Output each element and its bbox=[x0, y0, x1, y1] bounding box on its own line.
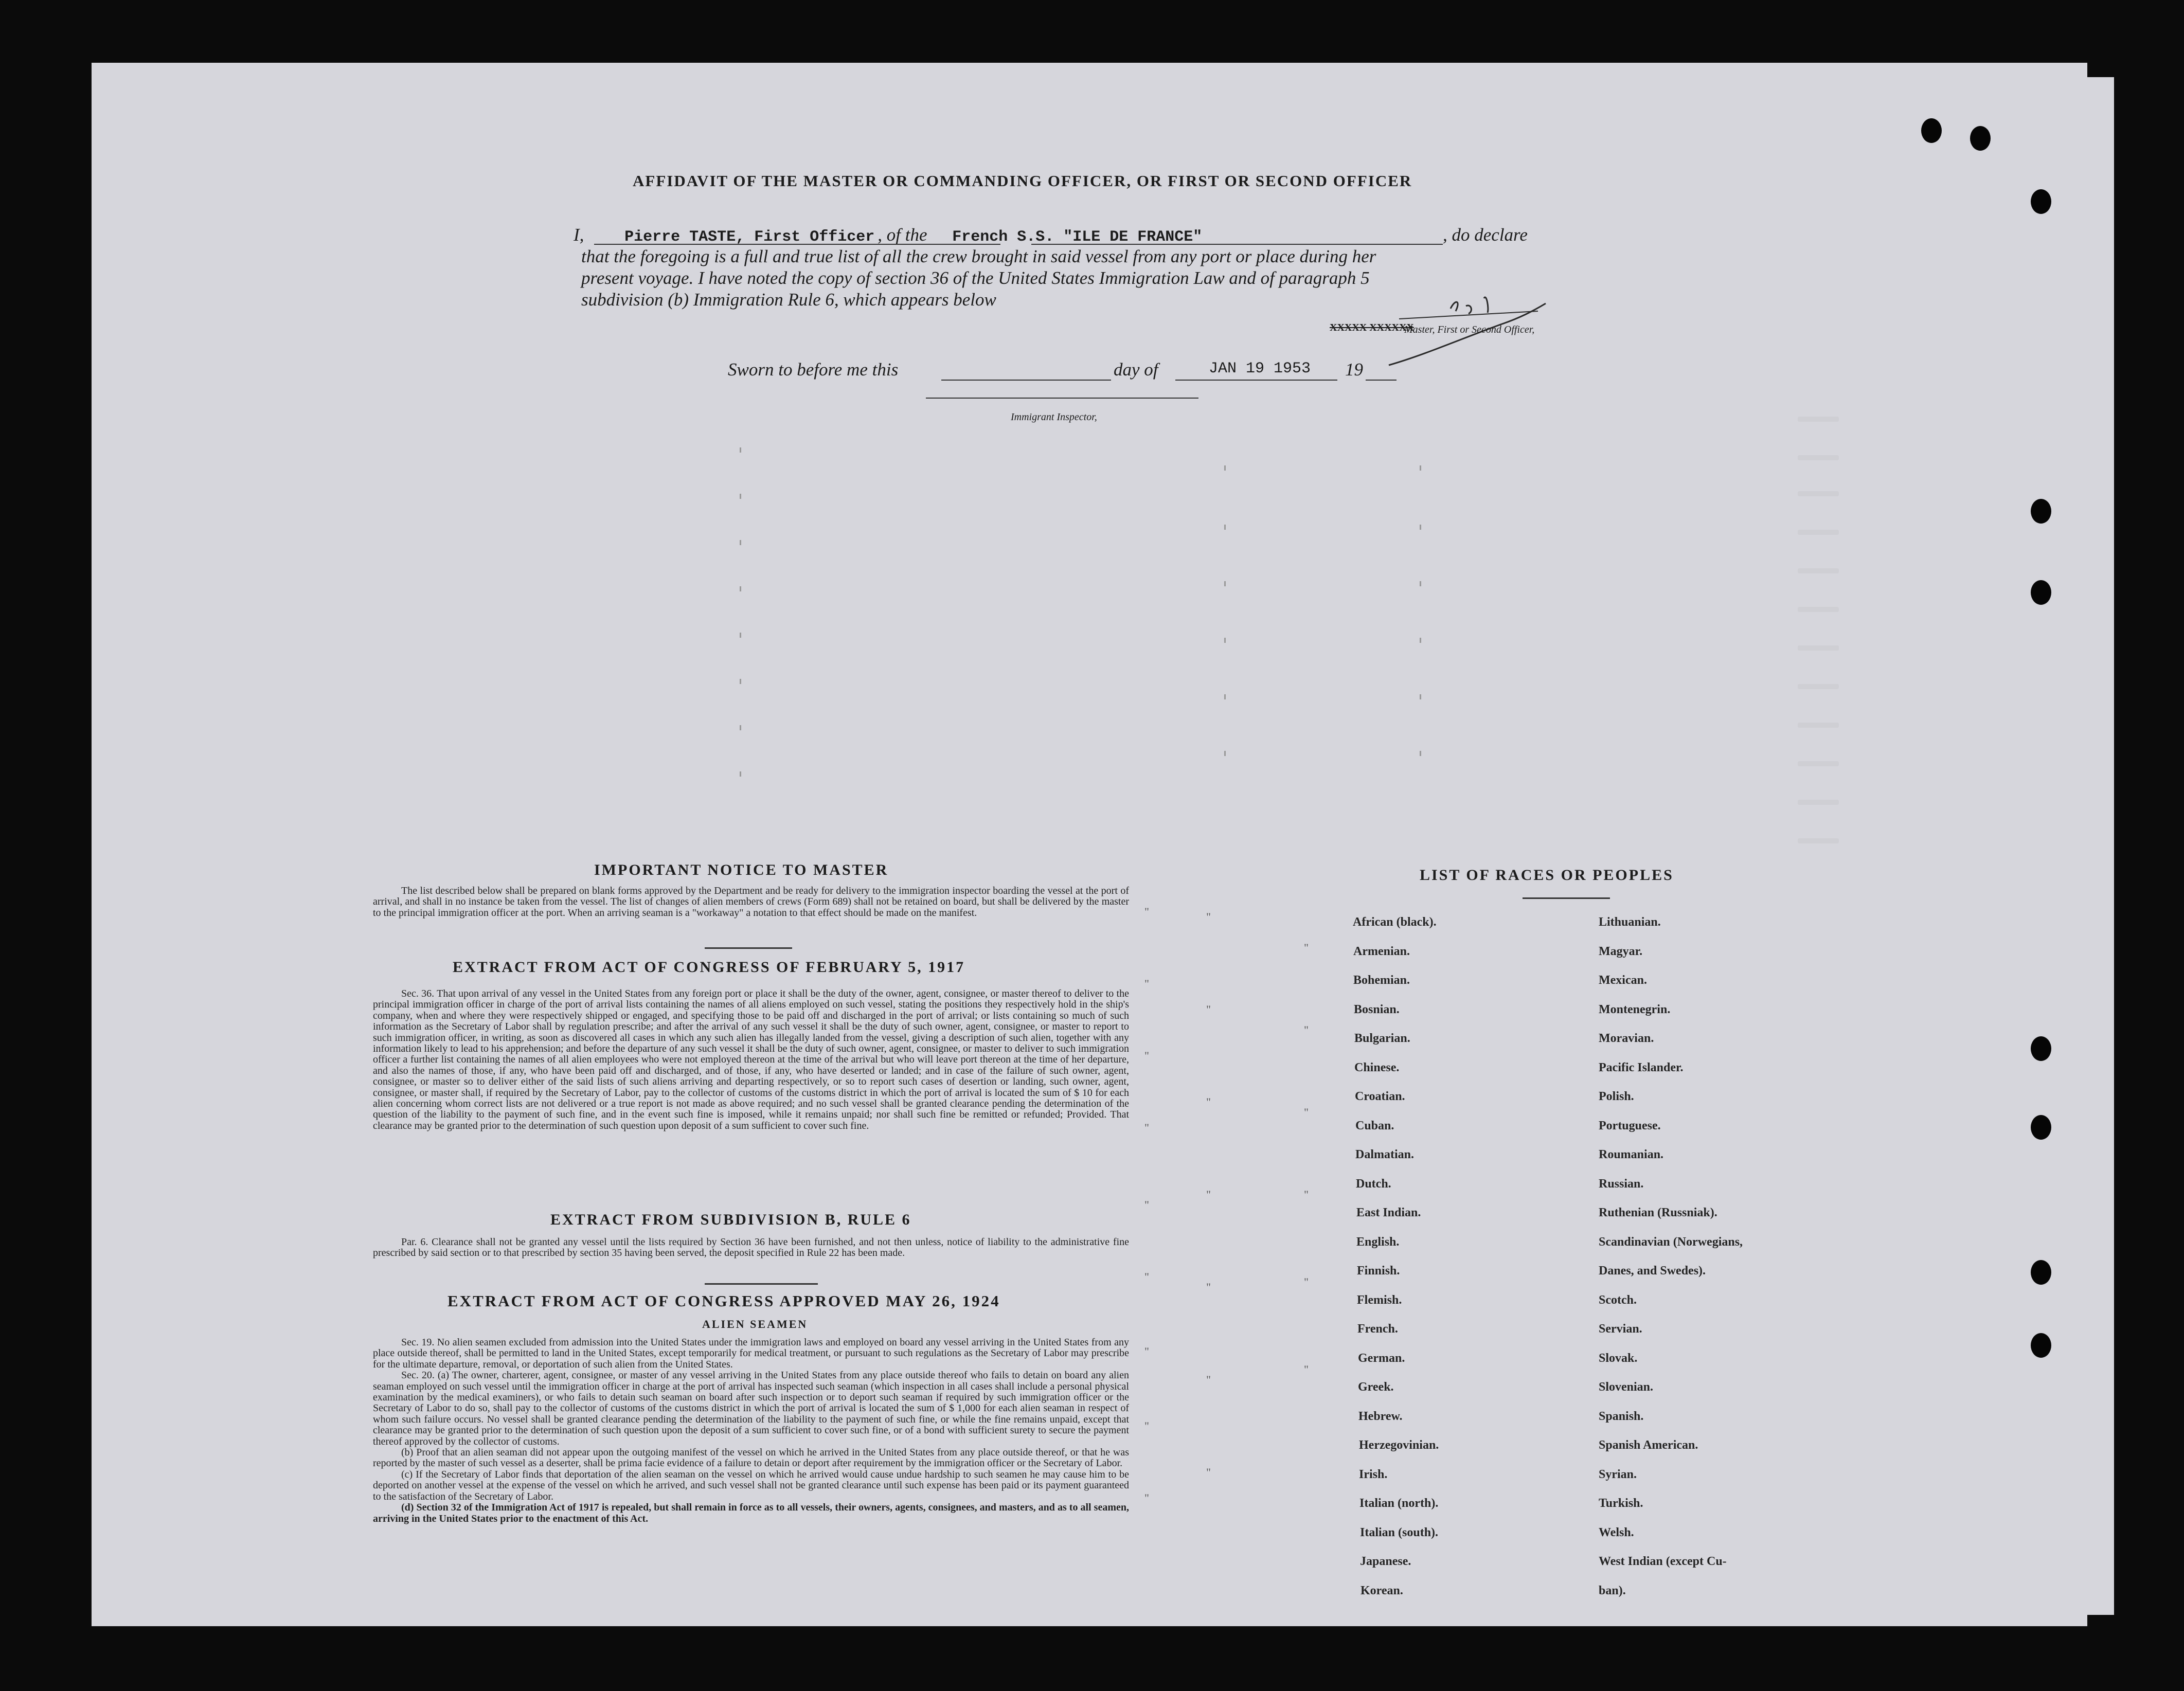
punch-hole bbox=[2031, 1036, 2051, 1061]
sec-36-paragraph: Sec. 36. That upon arrival of any vessel in the United States from any foreign port or place it shall be the duty of the owner, agent, consignee, or master thereof to deliver to the principal immigration officer in charge of the port of arrival lists containing the names of all aliens employed on such vessel, stating the positions they respectively hold in the ship's company, when and where they were respectively shipped or engaged, and specifying those to be paid off and discharged in the port of arrival; or lists containing so much of such information as the Secretary of Labor shall by regulation prescribe; and after the arrival of any such vessel it shall be the duty of such owner, agent, consignee, or master to report to such immigration officer, in writing, as soon as discovered all cases in which any such alien has illegally landed from the vessel, giving a description of such alien, together with any information likely to lead to his apprehension; and before the departure of any such vessel it shall be the duty of such owner, agent, consignee, or master to deliver to such immigration officer a further list containing the names of all alien employees who were not employed thereon at the time of the arrival but who will leave port thereon at the time of her departure, and also the names of those, if any, who have been paid off and discharged, and of those, if any, who have deserted or landed; and in case of the failure of such owner, agent, consignee, or master so to deliver either of the said lists of such aliens arriving and departing respectively, or so to report such cases of desertion or landing, such owner, agent, consignee, or master shall, if required by the Secretary of Labor, pay to the collector of customs of the customs district in which the port of arrival is located the sum of $ 10 for each alien concerning whom correct lists are not delivered or a true report is not made as above required; and no such vessel shall be granted clearance pending the determination of the question of the liability to the payment of such fine, and in the event such fine is imposed, while it remains unpaid; nor shall such fine be remitted or refunded; Provided. That clearance may be granted prior to the determination of such question upon deposit of a sum sufficient to cover such fine. bbox=[373, 988, 1129, 1131]
column-mark bbox=[740, 494, 741, 499]
punch-hole bbox=[1921, 118, 1942, 143]
affidavit-line4: subdivision (b) Immigration Rule 6, which appears below bbox=[581, 290, 996, 310]
race-item: Welsh. bbox=[1599, 1526, 1634, 1539]
ditto-mark: " bbox=[1206, 910, 1211, 923]
race-item: Croatian. bbox=[1355, 1090, 1405, 1103]
affidavit-do-declare: , do declare bbox=[1443, 225, 1528, 245]
punch-hole bbox=[2031, 499, 2051, 524]
column-mark bbox=[1224, 694, 1226, 699]
affidavit-i: I, bbox=[574, 225, 584, 245]
races-title: LIST OF RACES OR PEOPLES bbox=[1420, 867, 1674, 884]
race-item: East Indian. bbox=[1356, 1206, 1421, 1219]
race-item: Herzegovinian. bbox=[1359, 1438, 1439, 1452]
act-1917-title: EXTRACT FROM ACT OF CONGRESS OF FEBRUARY 5, 1917 bbox=[453, 959, 965, 976]
column-mark bbox=[740, 771, 741, 777]
race-item: Polish. bbox=[1599, 1090, 1634, 1103]
column-mark bbox=[740, 540, 741, 545]
bleed-through-mark bbox=[1798, 607, 1839, 612]
ditto-mark: " bbox=[1144, 1198, 1149, 1211]
race-item: Ruthenian (Russniak). bbox=[1599, 1206, 1717, 1219]
ditto-mark: " bbox=[1206, 1188, 1211, 1201]
sec-19-paragraph: Sec. 19. No alien seamen excluded from admission into the United States under the immigration laws and employed on board any vessel arriving in the United States from any place outside thereof, shall be permitted to land in the United States, except temporarily for medical treatment, or pursuant to such regulations as the Secretary of Labor may prescribe for the ultimate departure, removal, or deportation of such alien from the United States. bbox=[373, 1337, 1129, 1370]
struck-title: XXXXX XXXXXX bbox=[1330, 322, 1414, 333]
inspector-label: Immigrant Inspector, bbox=[1011, 411, 1097, 423]
column-mark bbox=[1420, 581, 1421, 586]
race-item: Korean. bbox=[1360, 1584, 1403, 1597]
column-mark bbox=[740, 679, 741, 684]
race-item: West Indian (except Cu- bbox=[1599, 1555, 1727, 1568]
race-item: Bosnian. bbox=[1354, 1003, 1400, 1016]
sworn-prefix: Sworn to before me this bbox=[728, 359, 899, 380]
race-item: Finnish. bbox=[1357, 1264, 1400, 1278]
race-item: Italian (north). bbox=[1359, 1497, 1439, 1510]
sworn-year-underline bbox=[1366, 380, 1397, 381]
ditto-mark: " bbox=[1144, 1419, 1149, 1432]
race-item: Slovak. bbox=[1599, 1352, 1638, 1365]
punch-hole bbox=[2031, 1115, 2051, 1140]
bleed-through-mark bbox=[1798, 761, 1839, 766]
ditto-mark: " bbox=[1304, 1023, 1309, 1036]
sec-20d-paragraph: (d) Section 32 of the Immigration Act of 1917 is repealed, but shall remain in force as to all vessels, their owners, agents, consignees, and masters, and as to all seamen, arriving in the United States prior to the enactment of this Act. bbox=[373, 1502, 1129, 1524]
race-item: Scotch. bbox=[1599, 1293, 1637, 1307]
column-mark bbox=[1420, 465, 1421, 471]
race-item: Dalmatian. bbox=[1355, 1148, 1414, 1161]
officer-name: Pierre TASTE, First Officer bbox=[624, 228, 875, 246]
sec-20c-paragraph: (c) If the Secretary of Labor finds that deportation of the alien seaman on the vessel on which he arrived would cause undue hardship to such seamen he may cause him to be deported on another vessel at the expense of the vessel on which he arrived, and such vessel shall not be granted clearance until such expense has been paid or its payment guaranteed to the satisfaction of the Secretary of Labor. bbox=[373, 1468, 1129, 1502]
race-item: Slovenian. bbox=[1599, 1380, 1654, 1394]
punch-hole bbox=[2031, 1333, 2051, 1358]
race-item: African (black). bbox=[1353, 915, 1437, 929]
column-mark bbox=[1224, 638, 1226, 643]
race-item: English. bbox=[1356, 1235, 1400, 1249]
punch-hole bbox=[2031, 580, 2051, 605]
races-rule bbox=[1523, 897, 1610, 899]
race-item: Portuguese. bbox=[1599, 1119, 1661, 1132]
ditto-mark: " bbox=[1144, 1270, 1149, 1283]
ditto-mark: " bbox=[1206, 1466, 1211, 1479]
rule-6-rule bbox=[705, 1283, 818, 1285]
ditto-mark: " bbox=[1144, 1121, 1149, 1134]
bleed-through-mark bbox=[1798, 568, 1839, 573]
act-1924-title: EXTRACT FROM ACT OF CONGRESS APPROVED MAY 26, 1924 bbox=[447, 1292, 1000, 1310]
race-item: Hebrew. bbox=[1358, 1410, 1403, 1423]
alien-seamen-heading: ALIEN SEAMEN bbox=[702, 1318, 808, 1330]
sec-20a-paragraph: Sec. 20. (a) The owner, charterer, agent, consignee, or master of any vessel arriving in the United States from any place outside thereof who fails to detain on board any alien seaman employed on such vessel until the immigration officer in charge at the port of arrival has inspected such seaman (which inspection in all cases shall include a personal physical examination by the medical examiners), or who fails to detain such seaman on board after such inspection or to deport such seaman if required by such immigration officer or the Secretary of Labor to do so, shall pay to the collector of customs of the customs district in which the port of arrival is located the sum of $ 1,000 for each alien seaman in respect of whom such failure occurs. No vessel shall be granted clearance pending the determination of the liability to the payment of such fine, or while the fine remains unpaid, except that clearance may be granted prior to the determination of such question upon the deposit of a sum sufficient to cover such fine, or of a bond with sufficient surety to secure the payment thereof approved by the collector of customs. bbox=[373, 1370, 1129, 1447]
race-item: Dutch. bbox=[1356, 1177, 1391, 1191]
bleed-through-mark bbox=[1798, 645, 1839, 651]
page-edge bbox=[2068, 77, 2114, 1615]
officer-underline bbox=[594, 244, 1000, 245]
notice-paragraph: The list described below shall be prepared on blank forms approved by the Department and be ready for delivery to the immigration inspector boarding the vessel at the port of arrival, and shall in no instance be taken from the vessel. The list of changes of alien members of crews (Form 689) shall not be retained on board, but shall be delivered by the master to the principal immigration officer at the port. When an arriving seaman is a "workaway" a notation to that effect should be made on the manifest. bbox=[373, 885, 1129, 919]
ditto-mark: " bbox=[1304, 1188, 1309, 1201]
ditto-mark: " bbox=[1304, 941, 1309, 954]
race-item: Syrian. bbox=[1599, 1468, 1637, 1481]
notice-rule bbox=[705, 947, 792, 949]
punch-hole bbox=[1970, 126, 1991, 151]
column-mark bbox=[1420, 525, 1421, 530]
ditto-mark: " bbox=[1304, 1363, 1309, 1376]
sworn-day-underline bbox=[941, 380, 1111, 381]
sworn-date-underline bbox=[1175, 380, 1337, 381]
rule-6-title: EXTRACT FROM SUBDIVISION B, RULE 6 bbox=[550, 1211, 911, 1228]
column-mark bbox=[740, 725, 741, 730]
column-mark bbox=[1224, 525, 1226, 530]
race-item: Montenegrin. bbox=[1599, 1003, 1671, 1016]
column-mark bbox=[740, 447, 741, 453]
ditto-mark: " bbox=[1144, 905, 1149, 918]
ditto-mark: " bbox=[1144, 977, 1149, 990]
sec-36-body bbox=[373, 988, 1129, 1131]
column-mark bbox=[1224, 751, 1226, 756]
ditto-mark: " bbox=[1144, 1491, 1149, 1504]
notice-body bbox=[373, 886, 1129, 919]
ditto-mark: " bbox=[1206, 1095, 1211, 1108]
race-item: Roumanian. bbox=[1599, 1148, 1664, 1161]
vessel-name: French S.S. "ILE DE FRANCE" bbox=[952, 228, 1203, 246]
race-item: Greek. bbox=[1358, 1380, 1394, 1394]
race-item: Spanish American. bbox=[1599, 1438, 1698, 1452]
race-item: Scandinavian (Norwegians, bbox=[1599, 1235, 1743, 1249]
race-item: Cuban. bbox=[1355, 1119, 1394, 1132]
ditto-mark: " bbox=[1206, 1281, 1211, 1293]
inspector-underline bbox=[926, 398, 1198, 399]
race-item: German. bbox=[1358, 1352, 1405, 1365]
race-item: Spanish. bbox=[1599, 1410, 1644, 1423]
race-item: Magyar. bbox=[1599, 945, 1643, 958]
ditto-mark: " bbox=[1206, 1003, 1211, 1016]
race-item: Moravian. bbox=[1599, 1032, 1654, 1045]
race-item: Japanese. bbox=[1360, 1555, 1411, 1568]
race-item: Chinese. bbox=[1354, 1061, 1400, 1074]
race-item: French. bbox=[1357, 1322, 1398, 1336]
affidavit-title: AFFIDAVIT OF THE MASTER OR COMMANDING OFFICER, OR FIRST OR SECOND OFFICER bbox=[633, 172, 1412, 190]
bleed-through-mark bbox=[1798, 530, 1839, 535]
bleed-through-mark bbox=[1798, 723, 1839, 728]
ditto-mark: " bbox=[1304, 1106, 1309, 1119]
bleed-through-mark bbox=[1798, 417, 1839, 422]
race-item: Bulgarian. bbox=[1354, 1032, 1410, 1045]
signature-caption: Master, First or Second Officer, bbox=[1404, 324, 1535, 335]
column-mark bbox=[1420, 638, 1421, 643]
bleed-through-mark bbox=[1798, 800, 1839, 805]
affidavit-line2: that the foregoing is a full and true list of all the crew brought in said vessel from any port or place during her bbox=[581, 246, 1376, 266]
ditto-mark: " bbox=[1144, 1345, 1149, 1358]
sec-20b-paragraph: (b) Proof that an alien seaman did not appear upon the outgoing manifest of the vessel on which he arrived in the United States from any place outside thereof, or that he was reported by the master of such vessel as a deserter, shall be prima facie evidence of a failure to detain or deport after requirement by the immigration officer or the Secretary of Labor. bbox=[373, 1447, 1129, 1469]
bleed-through-mark bbox=[1798, 838, 1839, 843]
race-item: Bohemian. bbox=[1353, 974, 1410, 987]
race-item: Armenian. bbox=[1353, 945, 1410, 958]
ditto-mark: " bbox=[1304, 1275, 1309, 1288]
column-mark bbox=[1224, 465, 1226, 471]
bleed-through-mark bbox=[1798, 684, 1839, 689]
affidavit-of-the: , of the bbox=[878, 225, 927, 245]
sworn-date-stamp: JAN 19 1953 bbox=[1209, 360, 1311, 377]
column-mark bbox=[1420, 694, 1421, 699]
race-item: Italian (south). bbox=[1360, 1526, 1439, 1539]
bleed-through-mark bbox=[1798, 491, 1839, 496]
race-item: Mexican. bbox=[1599, 974, 1647, 987]
ditto-mark: " bbox=[1144, 1049, 1149, 1062]
race-item: Pacific Islander. bbox=[1599, 1061, 1684, 1074]
par-6-paragraph: Par. 6. Clearance shall not be granted any vessel until the lists required by Section 36 have been furnished, and not then unless, notice of liability to the administrative fine prescribed by said section or to that prescribed by section 35 having been served, the deposit specified in Rule 22 has been made. bbox=[373, 1236, 1129, 1259]
column-mark bbox=[740, 586, 741, 591]
race-item: Servian. bbox=[1599, 1322, 1642, 1336]
notice-title: IMPORTANT NOTICE TO MASTER bbox=[594, 861, 889, 878]
column-mark bbox=[1420, 751, 1421, 756]
race-item: Irish. bbox=[1359, 1468, 1388, 1481]
race-item: ban). bbox=[1599, 1584, 1626, 1597]
column-mark bbox=[1224, 581, 1226, 586]
race-item: Danes, and Swedes). bbox=[1599, 1264, 1706, 1278]
ditto-mark: " bbox=[1206, 1373, 1211, 1386]
par-6-body bbox=[373, 1237, 1129, 1259]
bleed-through-mark bbox=[1798, 455, 1839, 460]
sworn-day-of: day of bbox=[1114, 359, 1158, 380]
race-item: Lithuanian. bbox=[1599, 915, 1661, 929]
race-item: Russian. bbox=[1599, 1177, 1644, 1191]
race-item: Turkish. bbox=[1599, 1497, 1643, 1510]
sworn-year-prefix: 19 bbox=[1345, 359, 1363, 380]
affidavit-line3: present voyage. I have noted the copy of section 36 of the United States Immigration Law and of paragraph 5 bbox=[581, 268, 1370, 288]
act-1924-body bbox=[373, 1337, 1129, 1524]
race-item: Flemish. bbox=[1357, 1293, 1402, 1307]
vessel-underline bbox=[1031, 244, 1443, 245]
punch-hole bbox=[2031, 189, 2051, 214]
punch-hole bbox=[2031, 1260, 2051, 1285]
column-mark bbox=[740, 633, 741, 638]
